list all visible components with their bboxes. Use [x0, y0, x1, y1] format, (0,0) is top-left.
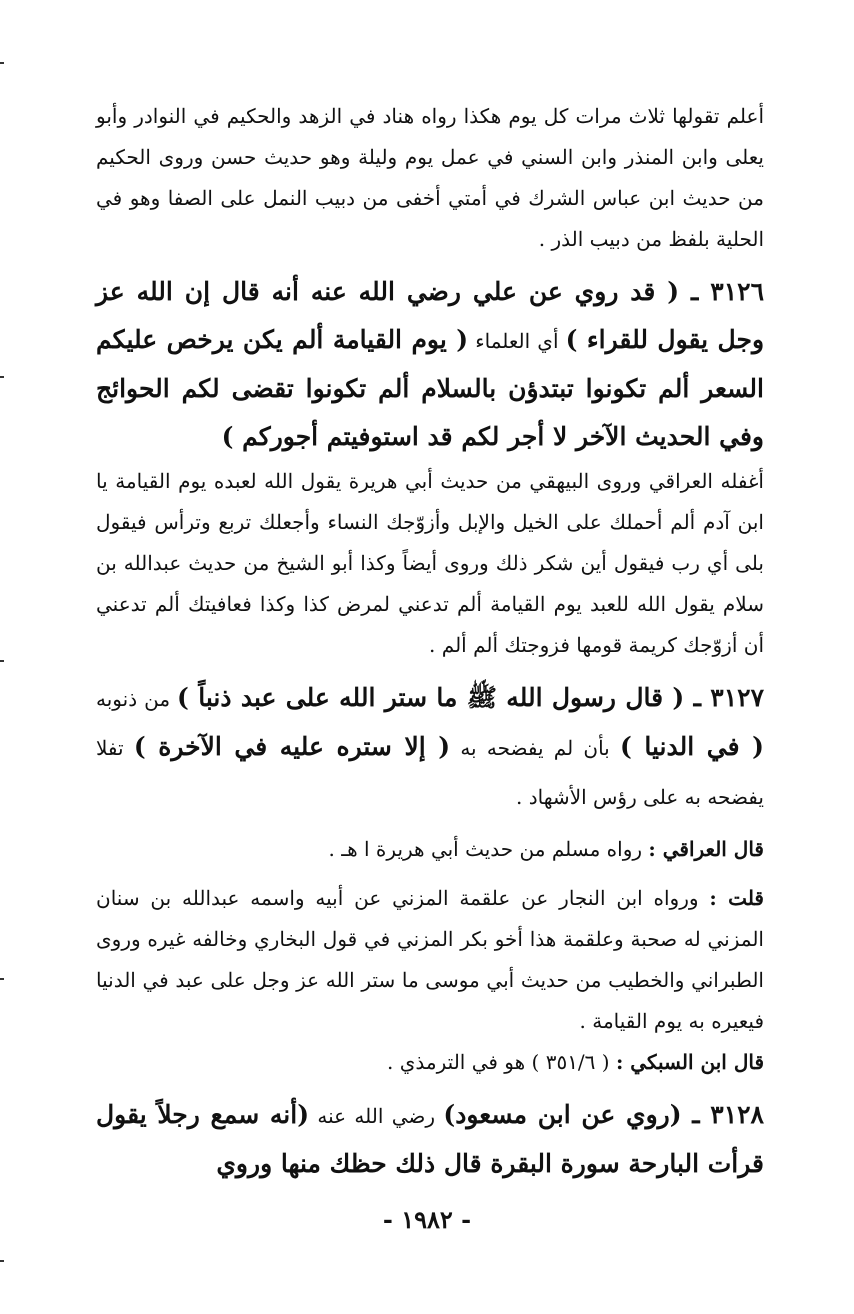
hadith-3127-text-2: ( في الدنيا ) — [619, 732, 764, 761]
hadith-3128-text-2: (أنه سمع رجلاً يقول قرأت البارحة سورة البقرة قال ذلك حظك منها وروي — [96, 1100, 764, 1178]
hadith-3127 — [96, 674, 764, 821]
subki-paragraph — [96, 1042, 764, 1083]
hadith-3126-note: أي العلماء — [468, 329, 566, 353]
hadith-3126 — [96, 268, 764, 461]
scan-mark — [0, 62, 4, 64]
hadith-3127-note-1: من ذنوبه — [96, 687, 178, 711]
hadith-3126-text-1: ٣١٢٦ ـ ( قد روي عن علي رضي الله عنه أنه قال إن الله عز وجل يقول للقراء ) — [96, 277, 765, 354]
iraqi-text: رواه مسلم من حديث أبي هريرة ا هـ . — [328, 837, 649, 861]
qultu-paragraph — [96, 878, 764, 1042]
hadith-3127-note-2: بأن لم يفضحه به — [450, 736, 620, 760]
hadith-3126-text-2: ( يوم القيامة ألم يكن يرخص عليكم السعر ألم تكونوا تبتدؤن بالسلام ألم تكونوا تقضى لكم الحوائج وفي الحديث الآخر لا أجر لكم قد استوفيتم أجوركم ) — [96, 325, 764, 451]
hadith-3128-note: رضي الله عنه — [309, 1104, 444, 1128]
qultu-text: ورواه ابن النجار عن علقمة المزني عن أبيه واسمه عبدالله بن سنان المزني له صحبة وعلقمة هذا أخو بكر المزني في قول البخاري وخالفه غيره وروى الطبراني والخطيب من حديث أبي موسى ما ستر الله عز وجل على عبد في الدنيا فيعيره به يوم القيامة . — [96, 886, 764, 1033]
scan-mark — [0, 978, 4, 980]
subki-label: قال ابن السبكي : — [615, 1050, 764, 1074]
commentary-paragraph-1: أعلم تقولها ثلاث مرات كل يوم هكذا رواه هناد في الزهد والحكيم في النوادر وأبو يعلى وابن المنذر وابن السني في عمل يوم وليلة وهو حديث حسن وروى الحكيم من حديث ابن عباس الشرك في أمتي أخفى من دبيب النمل على الصفا وهو في الحلية بلفظ من دبيب الذر . — [96, 104, 765, 251]
page-number: - ١٩٨٢ - — [382, 1205, 472, 1234]
hadith-3128 — [96, 1091, 764, 1188]
qultu-label: قلت : — [709, 886, 764, 910]
scan-mark — [0, 1260, 4, 1262]
hadith-3127-text-3: ( إلا ستره عليه في الآخرة ) — [133, 732, 451, 761]
subki-text: ( ٣٥١/٦ ) هو في الترمذي . — [387, 1050, 616, 1074]
hadith-3127-note-3: تفلا يفضحه به على رؤس الأشهاد . — [96, 736, 764, 809]
hadith-3128-text-1: ٣١٢٨ ـ (روي عن ابن مسعود) — [443, 1100, 764, 1129]
scan-mark — [0, 660, 4, 662]
hadith-3127-text-1: ٣١٢٧ ـ ( قال رسول الله ﷺ ما ستر الله على عبد ذنباً ) — [177, 683, 764, 712]
commentary-paragraph-2: أغفله العراقي وروى البيهقي من حديث أبي هريرة يقول الله لعبده يوم القيامة يا ابن آدم ألم أحملك على الخيل والإبل وأزوّجك النساء وأجعلك تربع وترأس فيقول بلى أي رب فيقول أين شكر ذلك وروى أيضاً وكذا أبو الشيخ من حديث عبدالله بن سلام يقول الله للعبد يوم القيامة ألم تدعني لمرض كذا وكذا فعافيتك ألم تدعني أن أزوّجك كريمة قومها فزوجتك ألم ألم . — [96, 469, 764, 657]
page-body — [96, 96, 764, 1188]
scan-mark — [0, 376, 4, 378]
iraqi-label: قال العراقي : — [648, 837, 764, 861]
iraqi-paragraph — [96, 829, 764, 870]
